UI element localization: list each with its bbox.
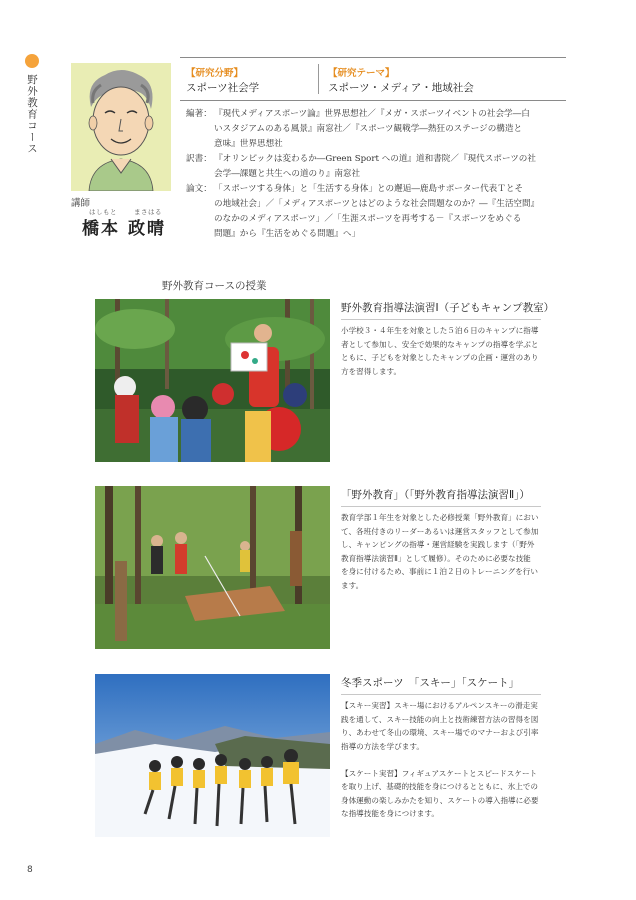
course-desc-line: を取り上げ、基礎的技能を身につけるとともに、氷上での <box>341 782 538 791</box>
course-description <box>341 511 556 592</box>
publication-line: 意味』世界思想社 <box>214 139 283 149</box>
theme-value: スポーツ・メディア・地域社会 <box>328 82 474 94</box>
family-name: 橋本 <box>82 219 120 239</box>
field-tag: 【研究分野】 <box>186 68 244 79</box>
camp-class-photo <box>95 299 330 462</box>
given-name-ruby: まさはる <box>134 208 162 216</box>
course-desc-line: を身に付けるため、事前に１泊２日のトレーニングを行い <box>341 567 538 576</box>
course-description <box>341 699 556 821</box>
orange-dot-icon <box>25 54 39 68</box>
publication-line: 『現代メディアスポーツ論』世界思想社／『メガ・スポーツイベントの社会学―白 <box>214 109 530 119</box>
course-side-title: 野外教育コース <box>26 74 38 155</box>
course-title: 「野外教育」（「野外教育指導法演習Ⅱ」） <box>341 489 530 501</box>
theme-tag: 【研究テーマ】 <box>328 68 395 79</box>
course-desc-line: て、各班付きのリーダーあるいは運営スタッフとして参加 <box>341 526 539 536</box>
publication-line: 「スポーツする身体」と「生活する身体」との邂逅―鹿島サポーター代表Ｔとそ <box>214 184 524 194</box>
course-desc-line: ます。 <box>341 580 364 590</box>
course-desc-line: 践を通して、スキー技能の向上と技術練習方法の習得を図 <box>341 714 539 724</box>
lecturer-portrait <box>71 63 171 191</box>
publication-line: 会学―課題と共生への道のり』南窓社 <box>214 169 361 179</box>
top-rule <box>180 57 566 58</box>
course-desc-line: し、キャンピングの指導・運営経験を実践します（「野外 <box>341 540 535 549</box>
course-desc-line: 教育学部１年生を対象とした必修授業「野外教育」におい <box>341 513 539 522</box>
course-title-rule <box>341 319 541 320</box>
publication-group <box>186 182 566 242</box>
course-desc-line: 【スケート実習】フィギュアスケートとスピードスケート <box>341 768 538 778</box>
course-title-rule <box>341 506 541 507</box>
course-desc-spacer <box>341 753 556 767</box>
publication-line: 『オリンピックは変わるか―Green Sport への道』道和書院／『現代スポーツの社 <box>214 154 536 164</box>
course-title: 野外教育指導法演習Ⅰ（子どもキャンプ教室） <box>341 302 555 314</box>
course-title: 冬季スポーツ 「スキー」「スケート」 <box>341 677 520 689</box>
given-name: 政晴 <box>128 219 166 239</box>
profile-rule <box>180 100 566 101</box>
course-desc-line: 方を習得します。 <box>341 366 402 376</box>
lecturer-role: 講師 <box>71 198 91 209</box>
classes-heading: 野外教育コースの授業 <box>162 280 267 292</box>
field-value: スポーツ社会学 <box>186 82 260 94</box>
field-separator <box>318 64 319 94</box>
outdoor-education-photo <box>95 486 330 649</box>
publications-list <box>186 107 566 242</box>
course-desc-line: 教育指導法演習Ⅱ」として履修）。そのために必要な技能 <box>341 553 531 563</box>
ski-class-photo <box>95 674 330 837</box>
course-desc-line: な指導技能を身につけます。 <box>341 809 439 818</box>
course-description <box>341 324 556 378</box>
page-number: 8 <box>27 865 33 875</box>
publication-line: いスタジアムのある風景』南窓社／『スポーツ観戦学―熱狂のステージの構造と <box>214 124 523 134</box>
course-desc-line: 【スキー実習】スキー場におけるアルペンスキーの滑走実 <box>341 701 538 710</box>
course-title-rule <box>341 694 541 695</box>
course-desc-line: ともに、子どもを対象としたキャンプの企画・運営のあり <box>341 353 539 362</box>
course-desc-line: 身体運動の楽しみかたを知り、スケートの導入指導に必要 <box>341 795 539 805</box>
course-desc-line: り、あわせて冬山の環境、スキー場でのマナーおよび引率 <box>341 728 539 737</box>
course-desc-line: 小学校３・４年生を対象とした５泊６日のキャンプに指導 <box>341 326 539 335</box>
publication-label: 編著： <box>186 109 212 119</box>
course-desc-line: 者として参加し、安全で効果的なキャンプの指導を学ぶと <box>341 339 539 349</box>
publication-label: 訳書： <box>186 154 212 164</box>
publication-label: 論文： <box>186 184 212 194</box>
publication-line: の地域社会」／「メディアスポーツとはどのような社会問題なのか？―『生活空間』 <box>214 199 540 209</box>
publication-line: のなかのメディアスポーツ」／「生涯スポーツを再考する－『スポーツをめぐる <box>214 214 522 224</box>
publication-group <box>186 107 566 152</box>
publication-group <box>186 152 566 182</box>
family-name-ruby: はしもと <box>89 208 117 216</box>
publication-line: 問題』から『生活をめぐる問題』へ」 <box>214 229 361 239</box>
course-desc-line: 指導の方法を学びます。 <box>341 741 424 751</box>
